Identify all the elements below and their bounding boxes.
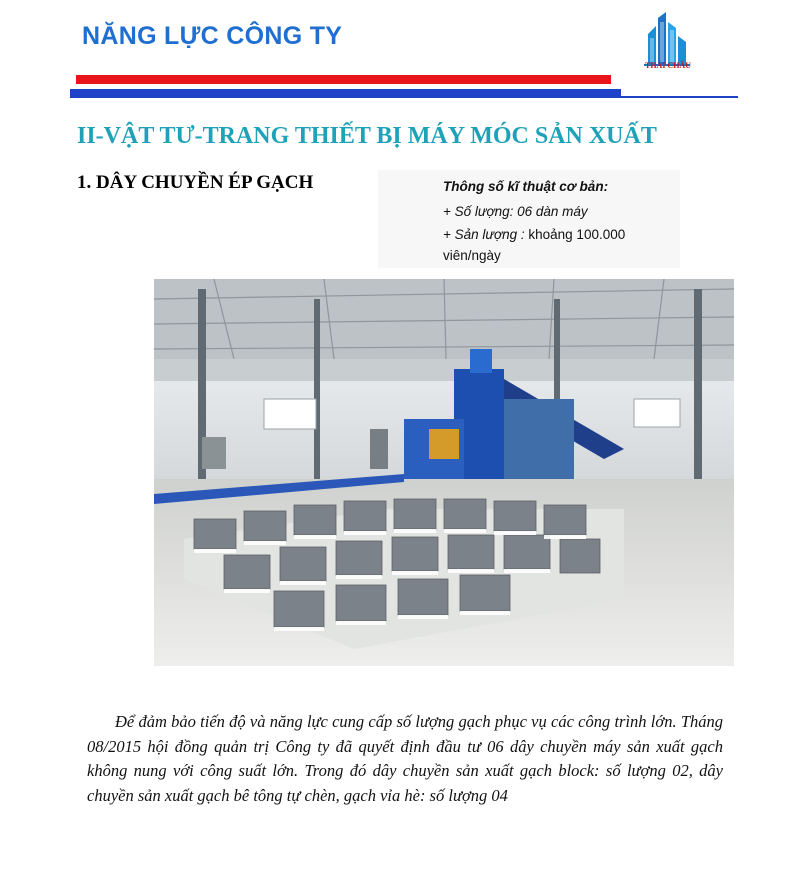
body-paragraph: Để đảm bảo tiến độ và năng lực cung cấp số lượng gạch phục vụ các công trình lớn. Tháng 08/2015 hội đồng quản trị Công ty đã quyết định đầu tư 06 dây chuyền máy sản xuất gạch không nung với công suất lớn. Trong đó dây chuyền sản xuất gạch block: số lượng 02, dây chuyền sản xuất gạch bê tông tự chèn, gạch vỉa hè: số lượng 04 bbox=[87, 712, 723, 805]
company-capacity-title: NĂNG LỰC CÔNG TY bbox=[82, 22, 343, 50]
spec-output bbox=[443, 227, 625, 242]
spec-quantity: + Số lượng: 06 dàn máy bbox=[443, 204, 588, 219]
section-heading: II-VẬT TƯ-TRANG THIẾT BỊ MÁY MÓC SẢN XUẤT bbox=[77, 123, 657, 149]
spec-title: Thông số kĩ thuật cơ bản: bbox=[443, 179, 609, 194]
spec-output-value: khoảng 100.000 bbox=[528, 227, 626, 242]
header-blue-bar bbox=[70, 89, 621, 98]
sub-heading: 1. DÂY CHUYỀN ÉP GẠCH bbox=[77, 172, 314, 193]
header-thin-rule bbox=[621, 96, 738, 98]
header-red-bar bbox=[76, 75, 611, 84]
brick-production-line-photo bbox=[154, 279, 734, 666]
logo-text: THÁI CHÂU bbox=[644, 61, 691, 70]
spec-output-unit: viên/ngày bbox=[443, 248, 501, 263]
spec-output-label: + Sản lượng : bbox=[443, 227, 529, 242]
